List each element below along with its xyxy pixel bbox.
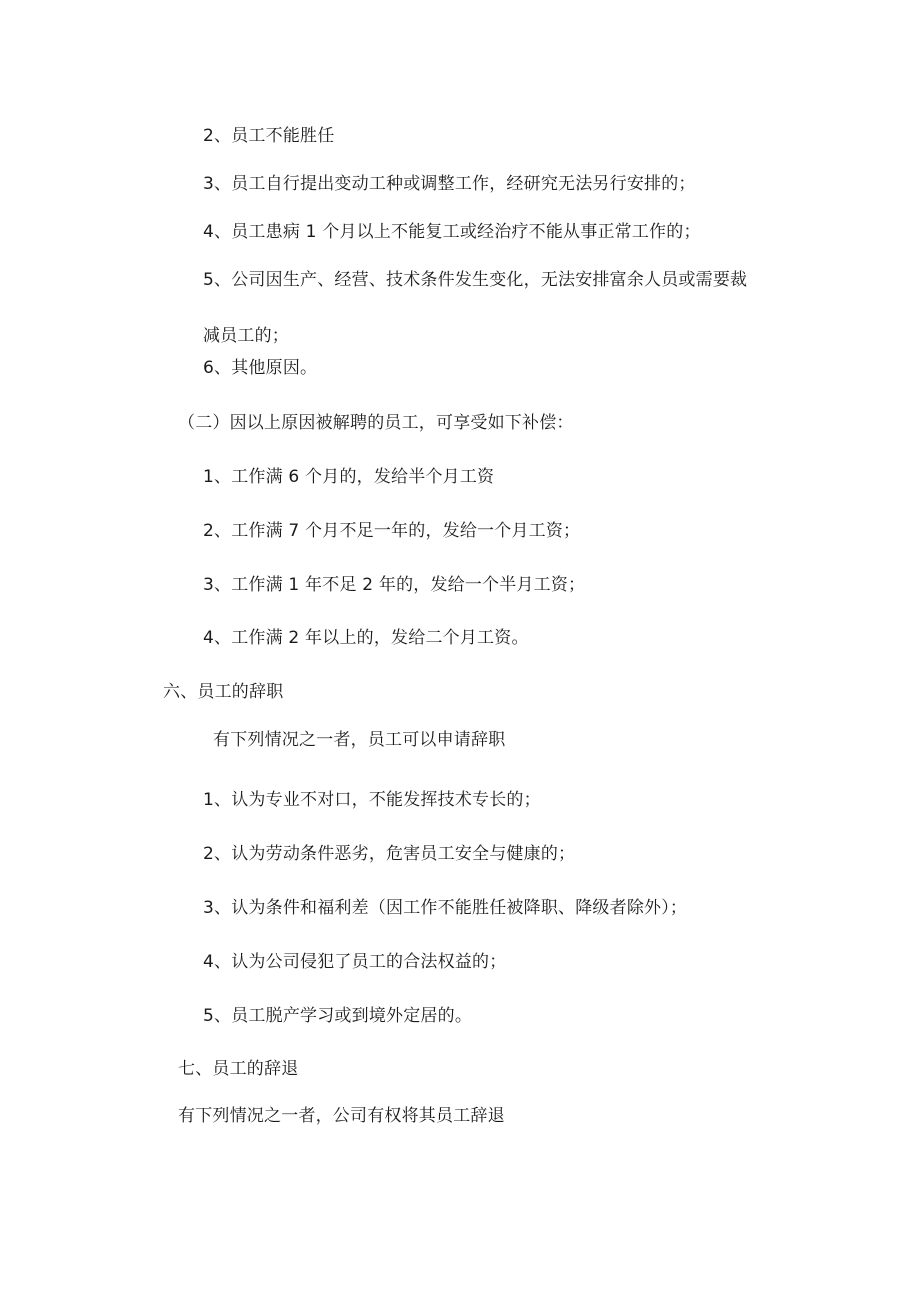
resignation-item-4: 4、认为公司侵犯了员工的合法权益的； [203, 952, 507, 972]
clause-item-3: 3、员工自行提出变动工种或调整工作，经研究无法另行安排的； [203, 174, 696, 194]
compensation-item-3: 3、工作满 1 年不足 2 年的，发给一个半月工资； [203, 575, 586, 595]
clause-item-5-continued: 减员工的； [203, 326, 289, 346]
compensation-item-4: 4、工作满 2 年以上的，发给二个月工资。 [203, 628, 529, 648]
dismissal-intro: 有下列情况之一者，公司有权将其员工辞退 [178, 1106, 505, 1126]
clause-item-2: 2、员工不能胜任 [203, 126, 335, 146]
resignation-item-3: 3、认为条件和福利差（因工作不能胜任被降职、降级者除外）； [203, 898, 688, 918]
resignation-item-2: 2、认为劳动条件恶劣，危害员工安全与健康的； [203, 844, 576, 864]
clause-item-4: 4、员工患病 1 个月以上不能复工或经治疗不能从事正常工作的； [203, 222, 701, 242]
clause-item-5: 5、公司因生产、经营、技术条件发生变化，无法安排富余人员或需要裁 [203, 270, 748, 290]
resignation-item-5: 5、员工脱产学习或到境外定居的。 [203, 1006, 473, 1026]
section-heading-dismissal: 七、员工的辞退 [178, 1059, 299, 1079]
resignation-intro: 有下列情况之一者，员工可以申请辞职 [213, 730, 506, 750]
clause-item-6: 6、其他原因。 [203, 358, 318, 378]
subsection-heading-compensation: （二）因以上原因被解聘的员工，可享受如下补偿： [178, 413, 574, 433]
compensation-item-2: 2、工作满 7 个月不足一年的，发给一个月工资； [203, 521, 581, 541]
resignation-item-1: 1、认为专业不对口，不能发挥技术专长的； [203, 790, 541, 810]
compensation-item-1: 1、工作满 6 个月的，发给半个月工资 [203, 467, 495, 487]
section-heading-resignation: 六、员工的辞职 [163, 682, 284, 702]
